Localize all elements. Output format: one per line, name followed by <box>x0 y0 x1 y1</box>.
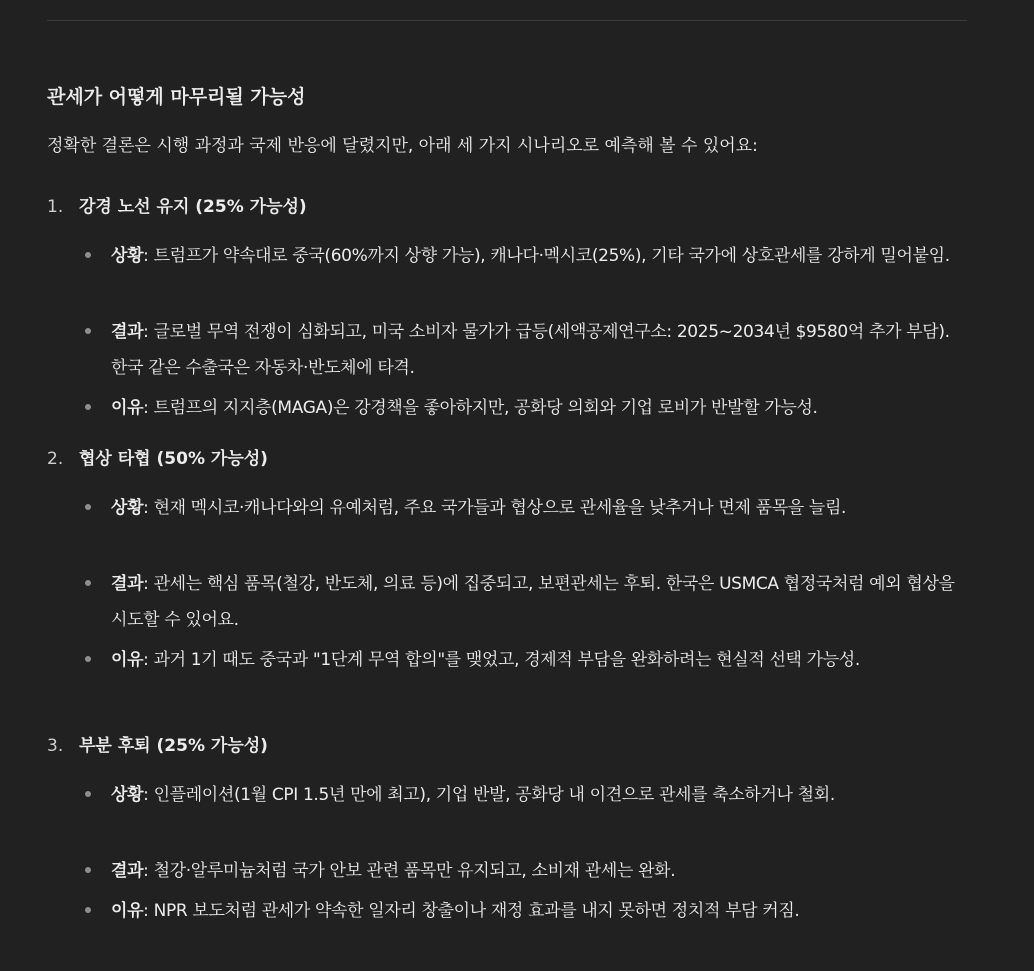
scenario-title: 부분 후퇴 (25% 가능성) <box>79 736 268 756</box>
list-item <box>79 777 969 813</box>
bullet-dot <box>85 404 91 410</box>
bullet-dot <box>85 907 91 913</box>
scenario-heading <box>47 446 268 472</box>
list-item <box>79 390 969 426</box>
bullet-label: 상황 <box>111 498 144 518</box>
bullet-text <box>79 314 969 386</box>
bullet-dot <box>85 580 91 586</box>
list-item <box>79 314 969 386</box>
list-number: 2. <box>47 449 64 469</box>
bullet-text <box>79 893 969 929</box>
bullet-dot <box>85 656 91 662</box>
bullet-dot <box>85 867 91 873</box>
bullet-label: 결과 <box>111 861 144 881</box>
bullet-label: 상황 <box>111 785 144 805</box>
bullet-body: : 현재 멕시코·캐나다와의 유예처럼, 주요 국가들과 협상으로 관세율을 낮추거나 면제 품목을 늘림. <box>143 498 847 518</box>
bullet-body: : 과거 1기 때도 중국과 "1단계 무역 합의"를 맺었고, 경제적 부담을 완화하려는 현실적 선택 가능성. <box>143 650 860 670</box>
bullet-body: : NPR 보도처럼 관세가 약속한 일자리 창출이나 재정 효과를 내지 못하면 정치적 부담 커짐. <box>143 901 800 921</box>
bullet-label: 이유 <box>111 901 144 921</box>
list-item <box>79 642 969 678</box>
bullet-text <box>79 390 969 426</box>
bullet-dot <box>85 791 91 797</box>
bullet-body: : 인플레이션(1월 CPI 1.5년 만에 최고), 기업 반발, 공화당 내 이견으로 관세를 축소하거나 철회. <box>143 785 835 805</box>
bullet-text <box>79 777 969 813</box>
list-number: 1. <box>47 197 64 217</box>
intro-paragraph: 정확한 결론은 시행 과정과 국제 반응에 달렸지만, 아래 세 가지 시나리오로 예측해 볼 수 있어요: <box>47 136 758 156</box>
bullet-body: : 트럼프가 약속대로 중국(60%까지 상향 가능), 캐나다·멕시코(25%), 기타 국가에 상호관세를 강하게 밀어붙임. <box>143 246 950 266</box>
section-heading: 관세가 어떻게 마무리될 가능성 <box>47 86 306 108</box>
bullet-text <box>79 490 969 526</box>
bullet-dot <box>85 504 91 510</box>
scenario-title: 협상 타협 (50% 가능성) <box>79 449 268 469</box>
list-item <box>79 238 969 274</box>
bullet-text <box>79 853 969 889</box>
list-item <box>79 490 969 526</box>
bullet-dot <box>85 328 91 334</box>
bullet-label: 결과 <box>111 322 144 342</box>
bullet-label: 이유 <box>111 398 144 418</box>
bullet-text <box>79 566 969 638</box>
list-item <box>79 566 969 638</box>
list-number: 3. <box>47 736 64 756</box>
bullet-label: 결과 <box>111 574 144 594</box>
bullet-label: 상황 <box>111 246 144 266</box>
bullet-body: : 트럼프의 지지층(MAGA)은 강경책을 좋아하지만, 공화당 의회와 기업 로비가 반발할 가능성. <box>143 398 818 418</box>
bullet-text <box>79 238 969 274</box>
bullet-body: : 글로벌 무역 전쟁이 심화되고, 미국 소비자 물가가 급등(세액공제연구소: 2025~2034년 $9580억 추가 부담). 한국 같은 수출국은 자동차·반도체에 타격. <box>111 322 950 378</box>
scenario-heading <box>47 194 307 220</box>
bullet-body: : 관세는 핵심 품목(철강, 반도체, 의료 등)에 집중되고, 보편관세는 후퇴. 한국은 USMCA 협정국처럼 예외 협상을 시도할 수 있어요. <box>111 574 955 630</box>
bullet-dot <box>85 252 91 258</box>
list-item <box>79 893 969 929</box>
scenario-title: 강경 노선 유지 (25% 가능성) <box>79 197 307 217</box>
list-item <box>79 853 969 889</box>
bullet-label: 이유 <box>111 650 144 670</box>
bullet-body: : 철강·알루미늄처럼 국가 안보 관련 품목만 유지되고, 소비재 관세는 완화. <box>143 861 676 881</box>
bullet-text <box>79 642 969 678</box>
scenario-heading <box>47 733 268 759</box>
divider <box>47 20 967 21</box>
